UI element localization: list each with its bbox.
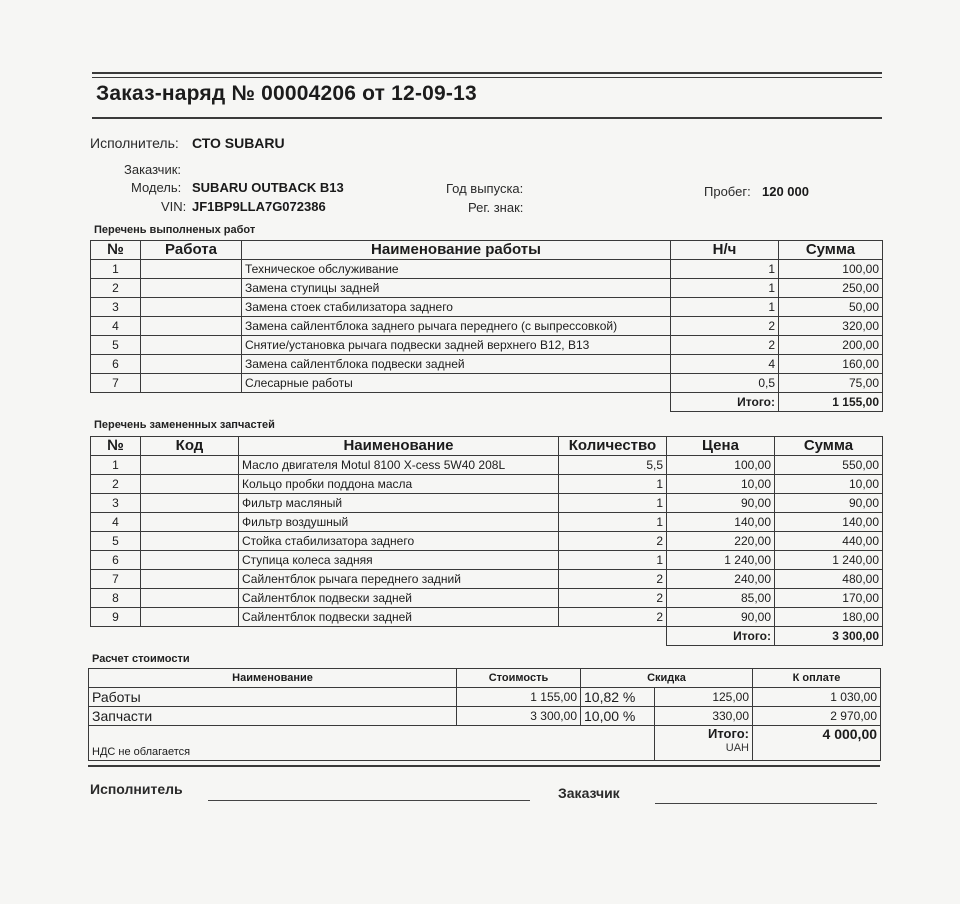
top-rule	[92, 72, 882, 74]
row-sum: 170,00	[775, 589, 883, 608]
customer-signature-label: Заказчик	[558, 785, 620, 801]
table-row	[91, 608, 883, 627]
row-hours: 1	[671, 279, 779, 298]
row-name: Сайлентблок рычага переднего задний	[239, 570, 559, 589]
row-price: 90,00	[667, 608, 775, 627]
row-num: 8	[91, 589, 141, 608]
row-name: Сайлентблок подвески задней	[239, 589, 559, 608]
row-code	[141, 475, 239, 494]
row-num: 5	[91, 532, 141, 551]
row-name: Сайлентблок подвески задней	[239, 608, 559, 627]
row-num: 7	[91, 570, 141, 589]
calc-table	[88, 668, 881, 761]
row-sum: 1 240,00	[775, 551, 883, 570]
table-row	[91, 513, 883, 532]
row-hours: 0,5	[671, 374, 779, 393]
mileage-value: 120 000	[762, 184, 809, 199]
row-sum: 50,00	[779, 298, 883, 317]
row-hours: 2	[671, 317, 779, 336]
row-sum: 250,00	[779, 279, 883, 298]
row-num: 1	[91, 456, 141, 475]
row-name: Замена сайлентблока заднего рычага переднего (с выпрессовкой)	[242, 317, 671, 336]
row-name: Кольцо пробки поддона масла	[239, 475, 559, 494]
table-row	[91, 317, 883, 336]
title-underline	[92, 117, 882, 119]
row-name: Снятие/установка рычага подвески задней верхнего B12, B13	[242, 336, 671, 355]
row-code	[141, 456, 239, 475]
parts-col-num: №	[91, 437, 141, 456]
model-label: Модель:	[131, 180, 182, 195]
works-total-label: Итого:	[671, 393, 779, 412]
parts-total-label: Итого:	[667, 627, 775, 646]
year-label: Год выпуска:	[446, 181, 524, 196]
row-sum: 320,00	[779, 317, 883, 336]
calc-row-pay: 1 030,00	[753, 688, 881, 707]
row-hours: 1	[671, 298, 779, 317]
row-sum: 90,00	[775, 494, 883, 513]
row-num: 9	[91, 608, 141, 627]
row-qty: 1	[559, 475, 667, 494]
calc-total-currency: UAH	[725, 742, 750, 754]
customer-label: Заказчик:	[124, 162, 182, 177]
calc-row-cost: 1 155,00	[457, 688, 581, 707]
top-rule-thin	[92, 77, 882, 78]
row-qty: 2	[559, 589, 667, 608]
calc-total-label: Итого:	[708, 726, 750, 741]
parts-col-price: Цена	[667, 437, 775, 456]
row-num: 7	[91, 374, 141, 393]
row-code	[141, 260, 242, 279]
row-hours: 4	[671, 355, 779, 374]
table-row	[91, 551, 883, 570]
customer-signature-line	[655, 803, 877, 804]
row-num: 4	[91, 513, 141, 532]
row-code	[141, 317, 242, 336]
table-row	[91, 260, 883, 279]
row-name: Ступица колеса задняя	[239, 551, 559, 570]
mileage-label: Пробег:	[704, 184, 751, 199]
row-hours: 1	[671, 260, 779, 279]
calc-col-pay: К оплате	[753, 669, 881, 688]
row-code	[141, 298, 242, 317]
table-row	[91, 336, 883, 355]
calc-row-disc-pct: 10,00 %	[581, 707, 655, 726]
parts-col-qty: Количество	[559, 437, 667, 456]
row-num: 2	[91, 279, 141, 298]
calc-total-row	[89, 726, 881, 761]
row-sum: 10,00	[775, 475, 883, 494]
vin-label: VIN:	[161, 199, 187, 214]
row-name: Замена ступицы задней	[242, 279, 671, 298]
row-name: Замена сайлентблока подвески задней	[242, 355, 671, 374]
row-code	[141, 355, 242, 374]
row-name: Фильтр масляный	[239, 494, 559, 513]
calc-row-name: Запчасти	[89, 707, 457, 726]
vin-value: JF1BP9LLA7G072386	[192, 199, 326, 214]
row-num: 5	[91, 336, 141, 355]
row-name: Масло двигателя Motul 8100 X-cess 5W40 208L	[239, 456, 559, 475]
row-sum: 480,00	[775, 570, 883, 589]
row-num: 3	[91, 298, 141, 317]
row-num: 6	[91, 355, 141, 374]
row-name: Слесарные работы	[242, 374, 671, 393]
row-code	[141, 494, 239, 513]
works-col-name: Наименование работы	[242, 241, 671, 260]
row-code	[141, 608, 239, 627]
row-code	[141, 532, 239, 551]
works-col-num: №	[91, 241, 141, 260]
table-row	[91, 374, 883, 393]
works-section-title: Перечень выполненых работ	[94, 224, 256, 236]
row-qty: 5,5	[559, 456, 667, 475]
vat-note: НДС не облагается	[89, 726, 655, 761]
parts-header-row	[91, 437, 883, 456]
row-code	[141, 589, 239, 608]
works-col-sum: Сумма	[779, 241, 883, 260]
calc-row-disc-sum: 330,00	[655, 707, 753, 726]
table-row	[91, 355, 883, 374]
row-code	[141, 570, 239, 589]
calc-row-disc-sum: 125,00	[655, 688, 753, 707]
parts-total-value: 3 300,00	[775, 627, 883, 646]
table-row	[91, 494, 883, 513]
row-num: 3	[91, 494, 141, 513]
calc-total-label-cell	[655, 726, 753, 761]
table-row	[91, 475, 883, 494]
row-price: 240,00	[667, 570, 775, 589]
parts-col-sum: Сумма	[775, 437, 883, 456]
row-price: 100,00	[667, 456, 775, 475]
page-title: Заказ-наряд № 00004206 от 12-09-13	[96, 82, 477, 105]
executor-value: СТО SUBARU	[192, 135, 285, 151]
row-price: 10,00	[667, 475, 775, 494]
table-row	[91, 279, 883, 298]
row-sum: 200,00	[779, 336, 883, 355]
row-qty: 2	[559, 570, 667, 589]
row-sum: 180,00	[775, 608, 883, 627]
table-row	[91, 570, 883, 589]
row-price: 90,00	[667, 494, 775, 513]
table-row	[91, 589, 883, 608]
table-row	[91, 532, 883, 551]
row-sum: 75,00	[779, 374, 883, 393]
parts-col-code: Код	[141, 437, 239, 456]
row-qty: 1	[559, 494, 667, 513]
row-name: Техническое обслуживание	[242, 260, 671, 279]
row-code	[141, 374, 242, 393]
executor-label: Исполнитель:	[90, 135, 179, 151]
calc-header-row	[89, 669, 881, 688]
row-num: 6	[91, 551, 141, 570]
model-value: SUBARU OUTBACK B13	[192, 180, 344, 195]
works-table	[90, 240, 883, 412]
table-row	[89, 707, 881, 726]
row-sum: 140,00	[775, 513, 883, 532]
calc-section-title: Расчет стоимости	[92, 653, 190, 665]
row-num: 1	[91, 260, 141, 279]
row-code	[141, 551, 239, 570]
works-total-row	[91, 393, 883, 412]
calc-row-cost: 3 300,00	[457, 707, 581, 726]
row-code	[141, 513, 239, 532]
row-sum: 160,00	[779, 355, 883, 374]
row-price: 1 240,00	[667, 551, 775, 570]
table-row	[89, 688, 881, 707]
row-qty: 2	[559, 608, 667, 627]
row-name: Стойка стабилизатора заднего	[239, 532, 559, 551]
reg-label: Рег. знак:	[468, 200, 524, 215]
parts-section-title: Перечень замененных запчастей	[94, 419, 275, 431]
row-num: 2	[91, 475, 141, 494]
row-code	[141, 336, 242, 355]
row-hours: 2	[671, 336, 779, 355]
works-col-hours: Н/ч	[671, 241, 779, 260]
calc-col-name: Наименование	[89, 669, 457, 688]
calc-row-pay: 2 970,00	[753, 707, 881, 726]
row-qty: 1	[559, 551, 667, 570]
parts-total-row	[91, 627, 883, 646]
calc-row-disc-pct: 10,82 %	[581, 688, 655, 707]
works-col-work: Работа	[141, 241, 242, 260]
row-sum: 550,00	[775, 456, 883, 475]
row-price: 85,00	[667, 589, 775, 608]
calc-row-name: Работы	[89, 688, 457, 707]
calc-col-cost: Стоимость	[457, 669, 581, 688]
table-row	[91, 456, 883, 475]
row-qty: 2	[559, 532, 667, 551]
works-header-row	[91, 241, 883, 260]
row-name: Фильтр воздушный	[239, 513, 559, 532]
parts-table	[90, 436, 883, 646]
calc-total-value: 4 000,00	[753, 726, 881, 761]
row-price: 220,00	[667, 532, 775, 551]
parts-col-name: Наименование	[239, 437, 559, 456]
row-qty: 1	[559, 513, 667, 532]
row-sum: 440,00	[775, 532, 883, 551]
row-price: 140,00	[667, 513, 775, 532]
executor-signature-label: Исполнитель	[90, 781, 183, 797]
row-code	[141, 279, 242, 298]
row-name: Замена стоек стабилизатора заднего	[242, 298, 671, 317]
calc-bottom-rule	[88, 765, 880, 767]
executor-signature-line	[208, 800, 530, 801]
calc-col-discount: Скидка	[581, 669, 753, 688]
works-total-value: 1 155,00	[779, 393, 883, 412]
row-sum: 100,00	[779, 260, 883, 279]
table-row	[91, 298, 883, 317]
row-num: 4	[91, 317, 141, 336]
